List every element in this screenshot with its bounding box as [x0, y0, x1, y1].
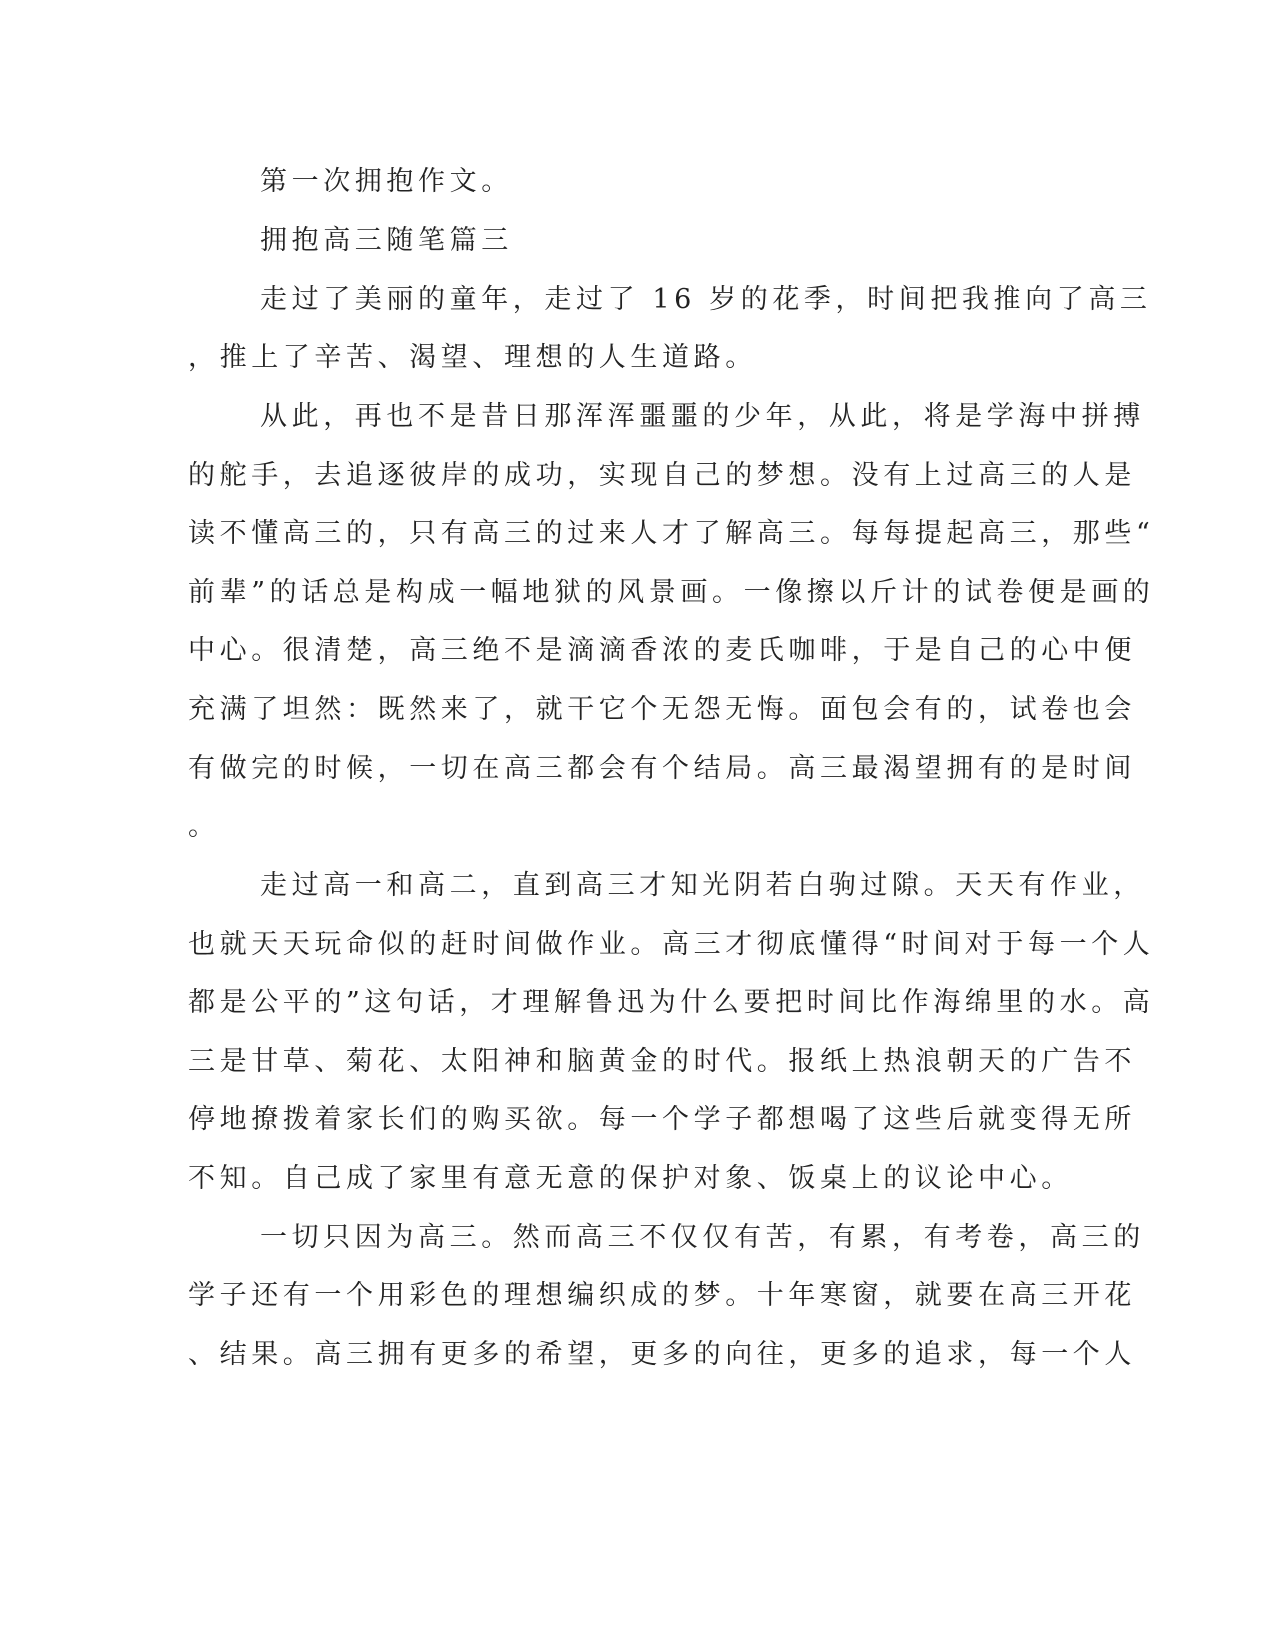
text-line: 充满了坦然：既然来了，就干它个无怨无悔。面包会有的，试卷也会 [188, 694, 1136, 725]
text-line: 从此，再也不是昔日那浑浑噩噩的少年，从此，将是学海中拼搏 [260, 401, 1145, 432]
text-line: 停地撩拨着家长们的购买欲。每一个学子都想喝了这些后就变得无所 [188, 1104, 1136, 1135]
text-line: 不知。自己成了家里有意无意的保护对象、饭桌上的议论中心。 [188, 1163, 1073, 1194]
text-line: 的舵手，去追逐彼岸的成功，实现自己的梦想。没有上过高三的人是 [188, 460, 1136, 491]
text-line: 第一次拥抱作文。 [260, 166, 513, 197]
text-line: 学子还有一个用彩色的理想编织成的梦。十年寒窗，就要在高三开花 [188, 1280, 1136, 1311]
text-line: 都是公平的”这句话，才理解鲁迅为什么要把时间比作海绵里的水。高 [188, 987, 1155, 1018]
text-line: 、结果。高三拥有更多的希望，更多的向往，更多的追求，每一个人 [188, 1339, 1136, 1370]
text-line: 读不懂高三的，只有高三的过来人才了解高三。每每提起高三，那些“ [188, 518, 1155, 549]
text-line: 走过高一和高二，直到高三才知光阴若白驹过隙。天天有作业， [260, 870, 1145, 901]
text-line: 走过了美丽的童年，走过了 16 岁的花季，时间把我推向了高三 [260, 284, 1152, 315]
text-line: 也就天天玩命似的赶时间做作业。高三才彻底懂得“时间对于每一个人 [188, 929, 1155, 960]
text-line: 三是甘草、菊花、太阳神和脑黄金的时代。报纸上热浪朝天的广告不 [188, 1046, 1136, 1077]
text-line: 一切只因为高三。然而高三不仅仅有苦，有累，有考卷，高三的 [260, 1222, 1145, 1253]
text-line: 中心。很清楚，高三绝不是滴滴香浓的麦氏咖啡，于是自己的心中便 [188, 635, 1136, 666]
text-line: 前辈”的话总是构成一幅地狱的风景画。一像擦以斤计的试卷便是画的 [188, 577, 1155, 608]
text-line: 。 [188, 811, 220, 842]
text-line: ，推上了辛苦、渴望、理想的人生道路。 [188, 342, 757, 373]
text-line: 有做完的时候，一切在高三都会有个结局。高三最渴望拥有的是时间 [188, 753, 1136, 784]
section-title: 拥抱高三随笔篇三 [260, 225, 513, 256]
